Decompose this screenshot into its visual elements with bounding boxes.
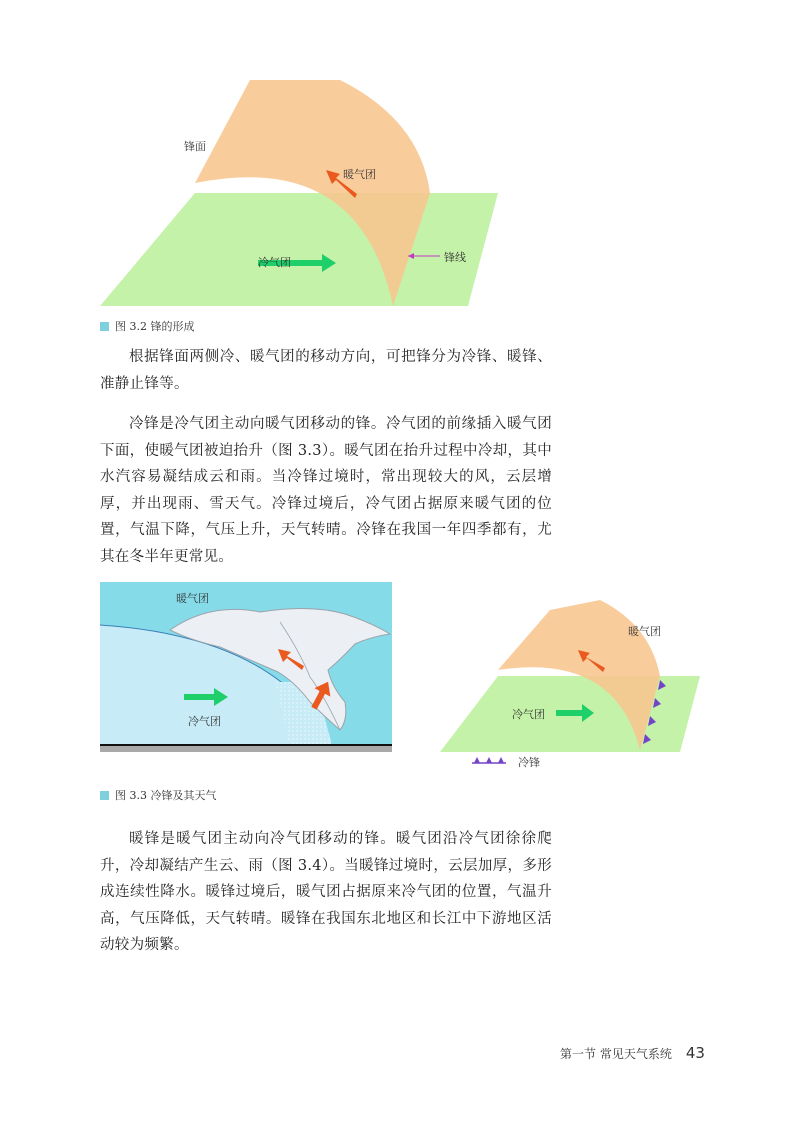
figure-3-3-caption-text: 图 3.3 冷锋及其天气	[115, 789, 217, 802]
legend-triangle	[498, 757, 504, 763]
figure-3-2-caption-text: 图 3.2 锋的形成	[115, 320, 195, 333]
warm-air-label: 暖气团	[176, 592, 209, 605]
cold-front-symbol-diagram	[440, 600, 702, 770]
paragraph-front-types: 根据锋面两侧冷、暖气团的移动方向，可把锋分为冷锋、暖锋、准静止锋等。	[100, 349, 552, 392]
legend-triangle	[474, 757, 480, 763]
footer-section-title: 第一节 常见天气系统	[560, 1046, 672, 1061]
ground	[100, 745, 392, 752]
cold-air-label: 冷气团	[512, 708, 545, 721]
cold-front-weather-diagram	[100, 582, 392, 752]
ground-plane	[100, 193, 498, 306]
front-surface-label: 锋面	[184, 140, 206, 153]
front-formation-diagram	[100, 80, 500, 310]
figure-3-4	[440, 600, 702, 770]
figure-3-3-caption	[100, 787, 217, 803]
figure-3-3	[100, 582, 392, 752]
figure-3-2	[100, 80, 500, 310]
figure-3-2-caption	[100, 318, 195, 334]
page-footer	[560, 1044, 705, 1062]
front-line-label: 锋线	[444, 251, 466, 264]
paragraph-cold-front: 冷锋是冷气团主动向暖气团移动的锋。冷气团的前缘插入暖气团下面，使暖气团被迫抬升（图 3.3）。暖气团在抬升过程中冷却，其中水汽容易凝结成云和雨。当冷锋过境时，常出现较大的风，云层增厚，并出现雨、雪天气。冷锋过境后，冷气团占据原来暖气团的位置，气温下降，气压上升，天气转晴。冷锋在我国一年四季都有，尤其在冬半年更常见。	[100, 416, 552, 565]
cold-air-label: 冷气团	[188, 715, 221, 728]
page-number: 43	[685, 1044, 705, 1062]
cold-air-label: 冷气团	[258, 256, 291, 269]
legend-triangle	[486, 757, 492, 763]
warm-air-label: 暖气团	[343, 168, 376, 181]
paragraph-warm-front: 暖锋是暖气团主动向冷气团移动的锋。暖气团沿冷气团徐徐爬升，冷却凝结产生云、雨（图 3.4）。当暖锋过境时，云层加厚，多形成连续性降水。暖锋过境后，暖气团占据原来冷气团的位置，气温升高，气压降低，天气转晴。暖锋在我国东北地区和长江中下游地区活动较为频繁。	[100, 831, 552, 953]
caption-marker-icon	[100, 322, 109, 331]
caption-marker-icon	[100, 791, 109, 800]
warm-air-label: 暖气团	[628, 625, 661, 638]
legend-cold-front-label: 冷锋	[518, 756, 540, 769]
